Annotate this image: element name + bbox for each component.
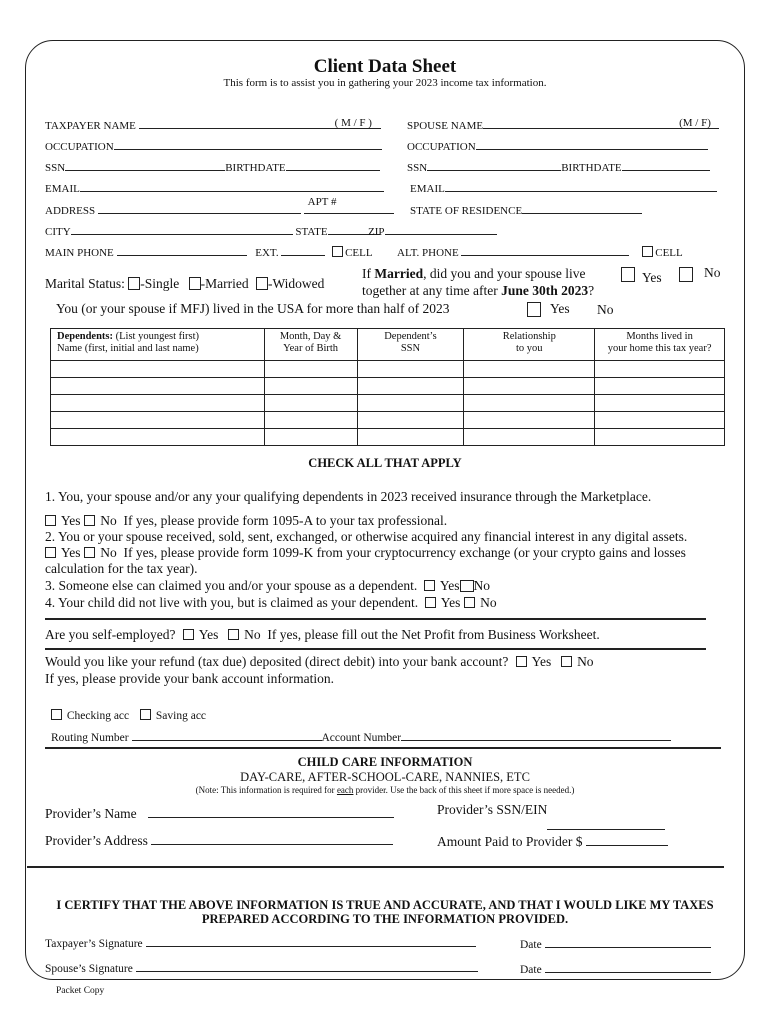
ext-field[interactable]: [281, 245, 325, 256]
table-cell[interactable]: [357, 361, 464, 378]
taxpayer-email-label: EMAIL: [45, 183, 80, 195]
q3-yes-checkbox[interactable]: [424, 580, 435, 591]
taxpayer-email-row: [45, 181, 384, 195]
date1-label: Date: [520, 939, 542, 951]
bank-no-label: No: [577, 654, 594, 669]
single-label: -Single: [140, 276, 180, 291]
routing-label: Routing Number: [51, 732, 129, 744]
q1-yes-checkbox[interactable]: [45, 515, 56, 526]
taxpayer-gender-wrap: [334, 117, 381, 129]
table-cell[interactable]: [595, 395, 725, 412]
alt-phone-field[interactable]: [461, 245, 629, 256]
divider: [45, 648, 706, 650]
provider-address-row: [45, 831, 393, 849]
taxpayer-address-field[interactable]: [98, 203, 301, 214]
taxpayer-address-label: ADDRESS: [45, 205, 96, 217]
date2-label: Date: [520, 964, 542, 976]
cc-note-b: provider. Use the back of this sheet if more space is needed.): [353, 785, 575, 795]
spouse-ssn-field[interactable]: [427, 160, 561, 171]
table-cell[interactable]: [595, 361, 725, 378]
date2-row: [520, 959, 711, 976]
table-cell[interactable]: [595, 378, 725, 395]
table-cell[interactable]: [51, 395, 265, 412]
account-field[interactable]: [401, 730, 671, 741]
taxpayer-cell-checkbox[interactable]: [332, 246, 343, 257]
married-no-label: No: [704, 265, 721, 280]
dependents-header-dob: [264, 329, 357, 361]
account-label: Account Number: [321, 732, 402, 744]
table-cell[interactable]: [51, 412, 265, 429]
self-employed-yes-label: Yes: [198, 627, 219, 642]
alt-phone-row: [397, 245, 683, 259]
taxpayer-signature-field[interactable]: [146, 932, 476, 947]
married-label: -Married: [200, 276, 249, 291]
checking-checkbox[interactable]: [51, 709, 62, 720]
self-employed-no-checkbox[interactable]: [228, 629, 239, 640]
q3-yes-label: Yes: [439, 578, 460, 593]
dependents-table: [50, 328, 725, 446]
marital-status-label: Marital Status:: [45, 276, 125, 291]
self-employed-no-label: No: [244, 627, 261, 642]
spouse-name-field[interactable]: [483, 118, 679, 129]
table-cell[interactable]: [357, 429, 464, 446]
q1-yes-label: Yes: [60, 513, 81, 528]
spouse-gender-wrap: [679, 118, 719, 129]
taxpayer-city-row: [45, 224, 380, 238]
spouse-occupation-label: OCCUPATION: [407, 141, 476, 153]
bank-yes-label: Yes: [531, 654, 552, 669]
divider: [45, 618, 706, 620]
q4-yes-checkbox[interactable]: [425, 597, 436, 608]
table-cell[interactable]: [464, 361, 595, 378]
dependents-header-row: [51, 329, 725, 361]
table-cell[interactable]: [264, 429, 357, 446]
table-cell[interactable]: [464, 395, 595, 412]
q3-no-label: No: [473, 578, 491, 593]
married-q-rest: , did you and your spouse live: [423, 266, 586, 281]
q2-no-checkbox[interactable]: [84, 547, 95, 558]
q2-yes-label: Yes: [60, 545, 81, 560]
date1-field[interactable]: [545, 934, 711, 948]
usa-yes-label: Yes: [550, 301, 570, 316]
child-care-heading: CHILD CARE INFORMATION: [297, 755, 473, 769]
relationship-label-2: to you: [516, 343, 543, 354]
married-q-line2: together at any time after: [362, 283, 502, 298]
table-row: [51, 429, 725, 446]
provider-ssn-label: Provider’s SSN/EIN: [437, 802, 548, 817]
dependents-header-relationship: [464, 329, 595, 361]
taxpayer-gender[interactable]: ( M / F ): [334, 117, 372, 129]
married-question: [362, 265, 594, 299]
date2-field[interactable]: [545, 959, 711, 973]
zip-field[interactable]: [385, 224, 497, 235]
table-row: [51, 378, 725, 395]
table-cell[interactable]: [357, 412, 464, 429]
taxpayer-name-label: TAXPAYER NAME: [45, 120, 136, 132]
self-employed-yes-checkbox[interactable]: [183, 629, 194, 640]
taxpayer-address-row: [45, 196, 394, 217]
self-employed-row: [45, 627, 600, 643]
cc-note-each: each: [336, 785, 354, 795]
bank-yes-checkbox[interactable]: [516, 656, 527, 667]
saving-label: Saving acc: [155, 710, 207, 722]
taxpayer-cell-label: CELL: [345, 247, 373, 259]
dependents-header-ssn: [357, 329, 464, 361]
main-phone-field[interactable]: [117, 245, 247, 256]
taxpayer-birthdate-field[interactable]: [286, 160, 380, 171]
q4-no-checkbox[interactable]: [464, 597, 475, 608]
child-care-sub: DAY-CARE, AFTER-SCHOOL-CARE, NANNIES, ETC: [240, 770, 530, 784]
table-cell[interactable]: [595, 429, 725, 446]
table-cell[interactable]: [595, 412, 725, 429]
spouse-occupation-row: [407, 139, 708, 153]
table-cell[interactable]: [357, 395, 464, 412]
question-1-answers: [45, 513, 447, 529]
taxpayer-apt-label: APT #: [307, 196, 337, 208]
relationship-label-1: Relationship: [502, 331, 556, 342]
q3-text: 3. Someone else can claimed you and/or your spouse as a dependent.: [45, 578, 418, 593]
self-employed-note: If yes, please fill out the Net Profit from Business Worksheet.: [267, 627, 600, 642]
usa-yes-checkbox[interactable]: [527, 302, 541, 317]
table-cell[interactable]: [51, 378, 265, 395]
check-all-heading: CHECK ALL THAT APPLY: [308, 456, 462, 470]
taxpayer-city-label: CITY: [45, 226, 71, 238]
main-phone-label: MAIN PHONE: [45, 247, 114, 259]
question-2: 2. You or your spouse received, sold, sent, exchanged, or otherwise acquired any financial interest in any digital assets.: [45, 529, 688, 544]
cc-note-a: (Note: This information is required for: [195, 785, 337, 795]
provider-name-field[interactable]: [148, 804, 394, 818]
self-employed-question: Are you self-employed?: [45, 627, 176, 642]
table-cell[interactable]: [264, 412, 357, 429]
spouse-name-row: [407, 118, 719, 132]
married-q-bold: Married: [374, 266, 424, 281]
table-cell[interactable]: [51, 361, 265, 378]
table-row: [51, 395, 725, 412]
q4-no-label: No: [480, 595, 497, 610]
table-cell[interactable]: [51, 429, 265, 446]
spouse-cell-label: CELL: [655, 247, 683, 259]
spouse-signature-field[interactable]: [136, 957, 478, 972]
certify-line2: PREPARED ACCORDING TO THE INFORMATION PROVIDED.: [201, 912, 569, 926]
ext-label: EXT.: [255, 247, 279, 259]
q1-no-label: No: [100, 513, 117, 528]
q4-text: 4. Your child did not live with you, but is claimed as your dependent.: [45, 595, 419, 610]
question-1: 1. You, your spouse and/or any your qualifying dependents in 2023 received insurance through the Marketplace.: [45, 489, 652, 504]
saving-checkbox[interactable]: [140, 709, 151, 720]
table-cell[interactable]: [464, 378, 595, 395]
bank-question: Would you like your refund (tax due) deposited (direct debit) into your bank account?: [45, 654, 509, 669]
q3-no-checkbox[interactable]: [460, 580, 474, 592]
q2-note-line2: calculation for the tax year).: [45, 561, 198, 576]
spouse-ssn-label: SSN: [407, 162, 428, 174]
q1-note: If yes, please provide form 1095-A to your tax professional.: [123, 513, 448, 528]
spouse-birthdate-label: BIRTHDATE: [561, 162, 622, 174]
spouse-cell-checkbox[interactable]: [642, 246, 653, 257]
provider-address-label: Provider’s Address: [45, 833, 148, 848]
usa-question: You (or your spouse if MFJ) lived in the USA for more than half of 2023: [56, 301, 450, 316]
months-label-2: your home this tax year?: [607, 343, 712, 354]
dob-label-2: Year of Birth: [283, 343, 339, 354]
married-yes-checkbox[interactable]: [621, 267, 635, 282]
dependents-rest-label: (List youngest first): [115, 331, 200, 342]
date1-row: [520, 934, 711, 951]
divider: [27, 866, 724, 868]
marital-status-row: [45, 276, 324, 292]
dependents-name-sublabel: Name (first, initial and last name): [57, 343, 199, 354]
question-4: [45, 595, 497, 611]
table-cell[interactable]: [264, 395, 357, 412]
amount-paid-label: Amount Paid to Provider $: [437, 834, 583, 849]
checking-label: Checking acc: [66, 710, 130, 722]
account-type-row: [51, 709, 206, 722]
taxpayer-birthdate-label: BIRTHDATE: [225, 162, 286, 174]
spouse-gender[interactable]: (M / F): [679, 117, 711, 129]
married-yes-label: Yes: [642, 270, 662, 285]
provider-name-row: [45, 804, 394, 822]
dependents-bold-label: Dependents:: [57, 331, 114, 342]
bank-question-row: [45, 654, 594, 670]
taxpayer-ssn-row: [45, 160, 380, 174]
spouse-email-field[interactable]: [445, 181, 717, 192]
taxpayer-email-field[interactable]: [80, 181, 384, 192]
amount-paid-row: [437, 828, 668, 850]
months-label-1: Months lived in: [626, 331, 693, 342]
q4-yes-label: Yes: [440, 595, 461, 610]
married-q-end: ?: [588, 283, 595, 298]
provider-name-label: Provider’s Name: [45, 806, 137, 821]
table-cell[interactable]: [264, 361, 357, 378]
married-q-date: June 30th 2023: [501, 283, 589, 298]
bank-numbers-row: [51, 730, 671, 744]
divider: [45, 747, 721, 749]
q2-note: If yes, please provide form 1099-K from your cryptocurrency exchange (or your crypto gains and losses: [123, 545, 686, 560]
dep-ssn-label-2: SSN: [400, 343, 421, 354]
state-of-residence-label: STATE OF RESIDENCE: [410, 205, 523, 217]
widowed-label: -Widowed: [267, 276, 325, 291]
married-no-checkbox[interactable]: [679, 267, 693, 282]
taxpayer-signature-label: Taxpayer’s Signature: [45, 938, 143, 950]
spouse-email-row: [410, 181, 717, 195]
question-2-answers: [45, 545, 686, 561]
state-of-residence-field[interactable]: [522, 203, 642, 214]
bank-note: If yes, please provide your bank account information.: [45, 671, 335, 686]
dependents-header-name: [51, 329, 265, 361]
q1-no-checkbox[interactable]: [84, 515, 95, 526]
dob-label-1: Month, Day &: [279, 331, 342, 342]
table-row: [51, 361, 725, 378]
spouse-state-row: [410, 203, 642, 217]
table-row: [51, 412, 725, 429]
taxpayer-ssn-label: SSN: [45, 162, 66, 174]
page-subtitle: This form is to assist you in gathering your 2023 income tax information.: [223, 77, 547, 89]
spouse-signature-row: [45, 957, 478, 975]
routing-field[interactable]: [132, 730, 322, 741]
taxpayer-ssn-field[interactable]: [65, 160, 225, 171]
spouse-ssn-row: [407, 160, 710, 174]
spouse-name-label: SPOUSE NAME: [407, 120, 484, 132]
table-cell[interactable]: [464, 412, 595, 429]
amount-paid-field[interactable]: [586, 828, 668, 846]
spouse-email-label: EMAIL: [410, 183, 445, 195]
taxpayer-apt-field[interactable]: [304, 196, 394, 214]
page-title: Client Data Sheet: [313, 56, 457, 77]
taxpayer-occupation-label: OCCUPATION: [45, 141, 114, 153]
table-cell[interactable]: [357, 378, 464, 395]
taxpayer-occupation-row: [45, 139, 382, 153]
certify-line1: I CERTIFY THAT THE ABOVE INFORMATION IS TRUE AND ACCURATE, AND THAT I WOULD LIKE MY TAXES: [56, 898, 714, 912]
spouse-occupation-field[interactable]: [476, 139, 708, 150]
taxpayer-city-field[interactable]: [71, 224, 293, 235]
q2-yes-checkbox[interactable]: [45, 547, 56, 558]
table-cell[interactable]: [264, 378, 357, 395]
taxpayer-name-row: [45, 118, 381, 132]
question-3: [45, 578, 490, 594]
taxpayer-phone-row: [45, 245, 373, 259]
taxpayer-signature-row: [45, 932, 476, 950]
dependents-header-months: [595, 329, 725, 361]
bank-no-checkbox[interactable]: [561, 656, 572, 667]
provider-address-field[interactable]: [151, 831, 393, 845]
zip-label: ZIP: [368, 226, 385, 238]
widowed-checkbox[interactable]: [256, 277, 268, 290]
married-checkbox[interactable]: [189, 277, 201, 290]
taxpayer-state-label: STATE: [295, 226, 328, 238]
taxpayer-name-field[interactable]: [139, 118, 339, 129]
dep-ssn-label-1: Dependent’s: [384, 331, 437, 342]
usa-no-label: No: [597, 302, 614, 317]
taxpayer-occupation-field[interactable]: [114, 139, 382, 150]
single-checkbox[interactable]: [128, 277, 140, 290]
spouse-birthdate-field[interactable]: [622, 160, 710, 171]
zip-row: [368, 224, 497, 238]
q2-no-label: No: [100, 545, 117, 560]
child-care-note: [0, 785, 770, 795]
alt-phone-label: ALT. PHONE: [397, 247, 459, 259]
table-cell[interactable]: [464, 429, 595, 446]
married-q-prefix: If: [362, 266, 375, 281]
spouse-signature-label: Spouse’s Signature: [45, 963, 133, 975]
packet-copy-label: Packet Copy: [56, 986, 105, 996]
